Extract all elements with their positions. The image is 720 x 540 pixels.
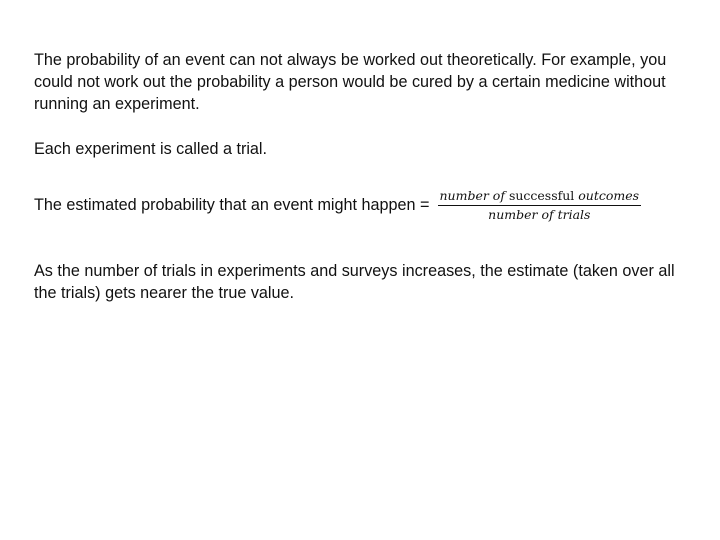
probability-fraction <box>438 188 642 223</box>
fraction-denominator: number of trials <box>488 207 591 222</box>
conclusion-paragraph <box>34 260 694 304</box>
intro-line-2: could not work out the probability a person would be cured by a certain medicine without <box>34 73 666 91</box>
numerator-part-1: number of <box>439 188 509 203</box>
intro-paragraph <box>34 49 694 115</box>
conclusion-line-2: the trials) gets nearer the true value. <box>34 284 295 302</box>
trial-definition: Each experiment is called a trial. <box>34 140 268 158</box>
intro-line-1: The probability of an event can not always be worked out theoretically. For example, you <box>34 51 667 69</box>
conclusion-line-1: As the number of trials in experiments and surveys increases, the estimate (taken over all <box>34 262 675 280</box>
formula-lead-text: The estimated probability that an event might happen = <box>34 195 430 214</box>
numerator-part-3: outcomes <box>578 188 640 203</box>
estimated-probability-formula <box>34 187 694 222</box>
numerator-part-2: successful <box>508 188 579 203</box>
intro-line-3: running an experiment. <box>34 95 200 113</box>
fraction-numerator <box>438 188 642 205</box>
